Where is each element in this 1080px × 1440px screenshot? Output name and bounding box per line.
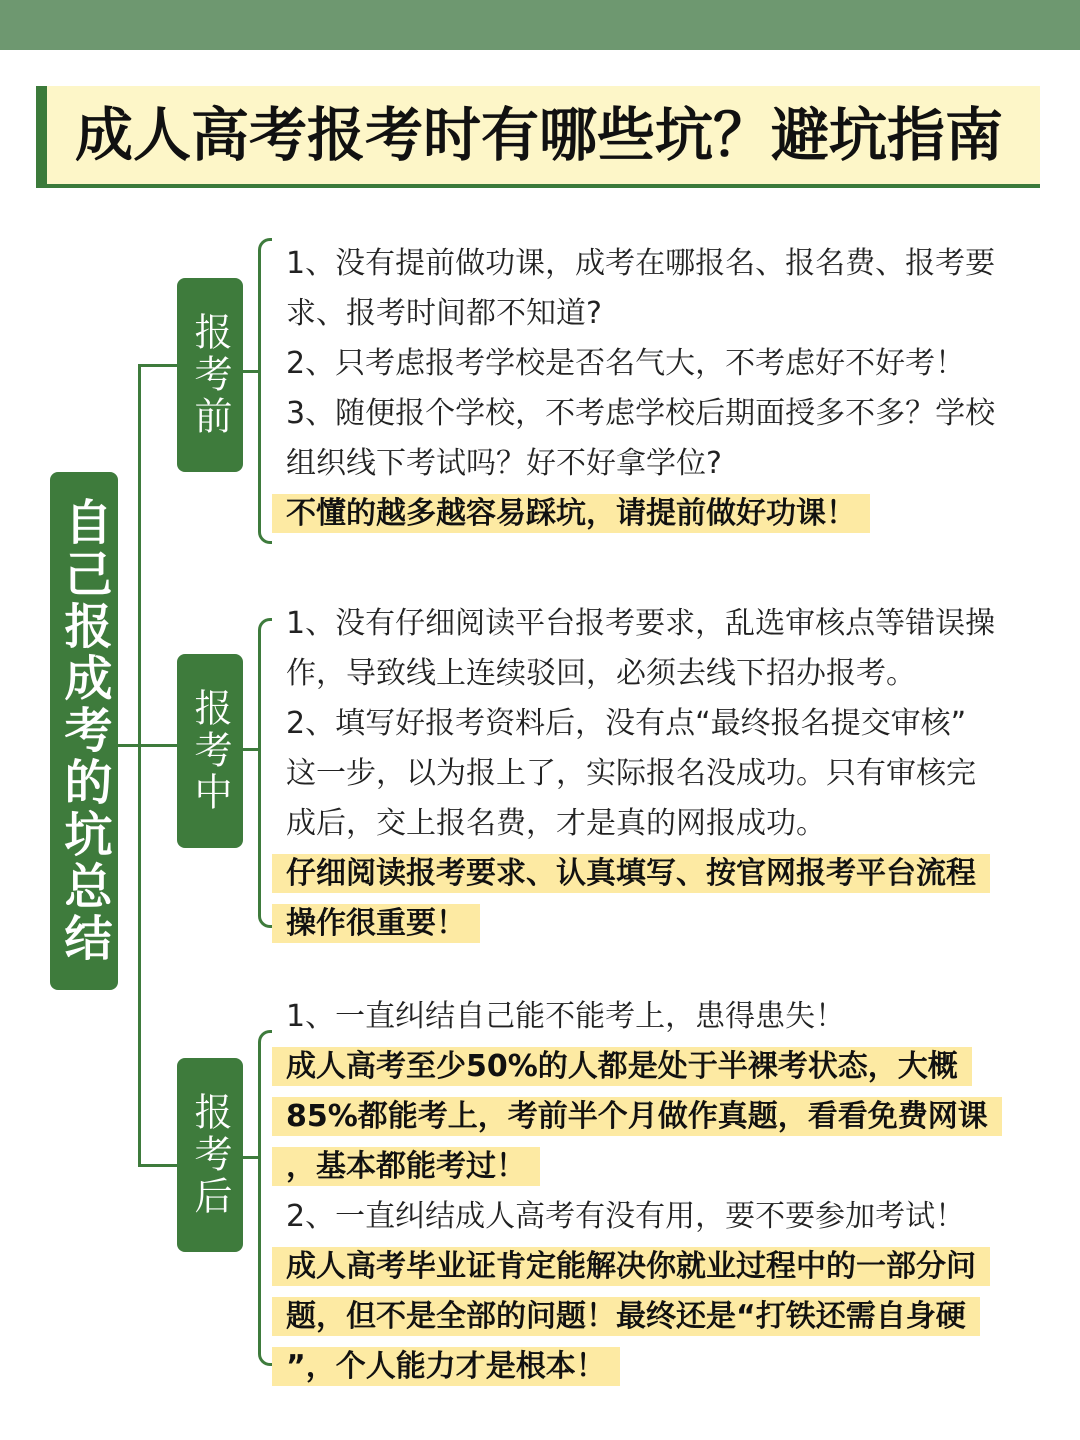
branch-label: 报考前 <box>188 312 232 438</box>
bracket-during <box>258 618 272 928</box>
item-line: 作，导致线上连续驳回，必须去线下招办报考。 <box>286 656 916 691</box>
item-line: 2、填写好报考资料后，没有点“最终报名提交审核” <box>286 706 967 741</box>
item-line: 1、没有仔细阅读平台报考要求，乱选审核点等错误操 <box>286 606 996 641</box>
root-label: 自己报成考的坑总结 <box>56 497 112 965</box>
item-line: 1、一直纠结自己能不能考上，患得患失！ <box>286 999 846 1034</box>
branch3-connector <box>138 1164 178 1167</box>
tree-trunk-line <box>138 364 141 1166</box>
page-title: 成人高考报考时有哪些坑？避坑指南 <box>75 101 1004 169</box>
tip-highlight: ，基本都能考过！ <box>272 1147 540 1186</box>
section-before <box>286 239 1046 539</box>
tip-highlight: 题，但不是全部的问题！最终还是“打铁还需自身硬 <box>272 1297 980 1336</box>
tip-highlight: ”，个人能力才是根本！ <box>272 1347 620 1386</box>
item-line: 2、只考虑报考学校是否名气大，不考虑好不好考！ <box>286 346 966 381</box>
section-during <box>286 599 1046 949</box>
item-line: 2、一直纠结成人高考有没有用，要不要参加考试！ <box>286 1199 966 1234</box>
bracket-before <box>258 238 272 544</box>
branch2-out-line <box>243 748 259 751</box>
item-line: 1、没有提前做功课，成考在哪报名、报名费、报考要 <box>286 246 996 281</box>
tip-highlight: 成人高考毕业证肯定能解决你就业过程中的一部分问 <box>272 1247 990 1286</box>
tip-highlight: 不懂的越多越容易踩坑，请提前做好功课！ <box>272 494 870 533</box>
branch-node-during <box>177 654 243 848</box>
branch3-out-line <box>243 1156 259 1159</box>
root-connector <box>118 744 140 747</box>
item-line: 3、随便报个学校，不考虑学校后期面授多不多？学校 <box>286 396 996 431</box>
item-line: 成后，交上报名费，才是真的网报成功。 <box>286 806 826 841</box>
tip-highlight: 85%都能考上，考前半个月做作真题，看看免费网课 <box>272 1097 1002 1136</box>
item-line: 求、报考时间都不知道? <box>286 296 602 331</box>
branch1-out-line <box>243 370 259 373</box>
item-line: 组织线下考试吗？好不好拿学位? <box>286 446 722 481</box>
item-line: 这一步，以为报上了，实际报名没成功。只有审核完 <box>286 756 976 791</box>
branch-label: 报考中 <box>188 688 232 814</box>
top-banner-bar <box>0 0 1080 50</box>
branch-node-before <box>177 278 243 472</box>
branch-label: 报考后 <box>188 1092 232 1218</box>
tip-highlight: 成人高考至少50%的人都是处于半裸考状态，大概 <box>272 1047 972 1086</box>
tip-highlight: 仔细阅读报考要求、认真填写、按官网报考平台流程 <box>272 854 990 893</box>
root-node <box>50 472 118 990</box>
section-after <box>286 992 1046 1392</box>
title-box <box>36 86 1040 188</box>
bracket-after <box>258 1030 272 1366</box>
branch2-connector <box>138 744 178 747</box>
tip-highlight: 操作很重要！ <box>272 904 480 943</box>
branch-node-after <box>177 1058 243 1252</box>
branch1-connector <box>138 364 178 367</box>
